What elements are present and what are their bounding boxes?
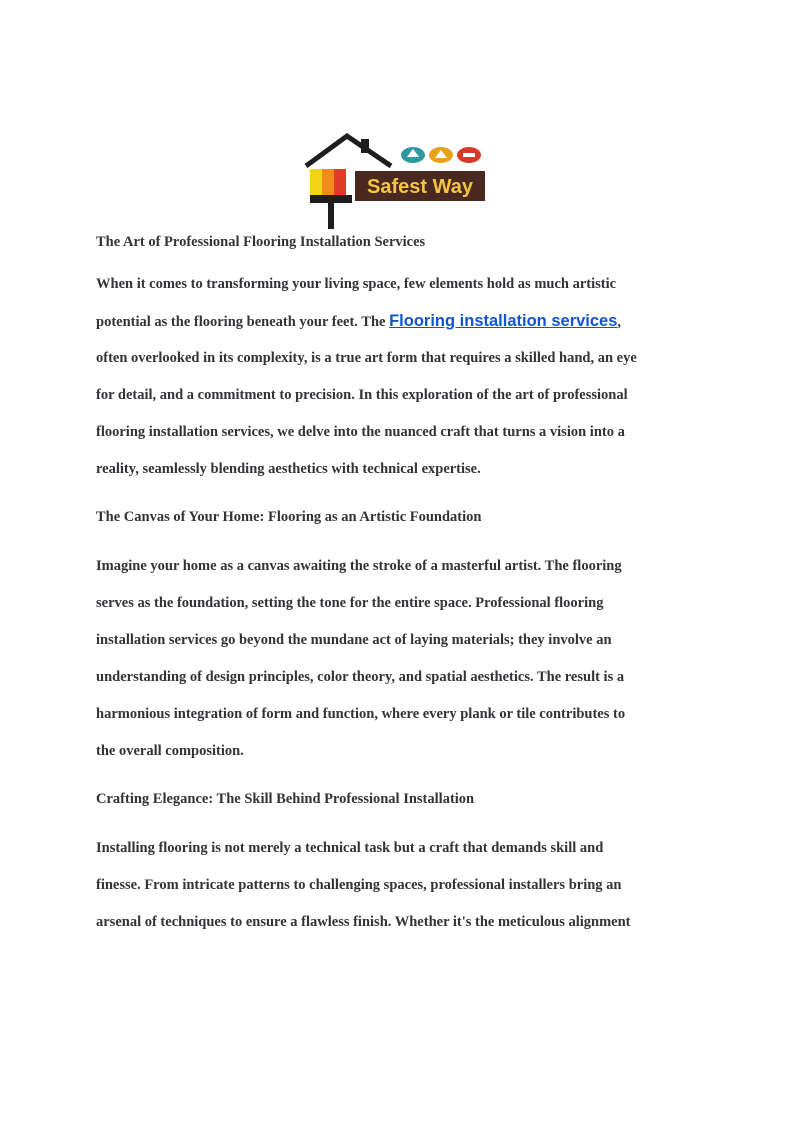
intro-paragraph <box>96 266 706 488</box>
document-body <box>96 232 706 941</box>
flooring-services-link[interactable]: Flooring installation services <box>389 312 618 330</box>
section1-paragraph <box>96 548 706 770</box>
section2-heading: Crafting Elegance: The Skill Behind Professional Installation <box>96 791 475 807</box>
intro-line-4: for detail, and a commitment to precision. In this exploration of the art of professional <box>96 387 628 403</box>
section1-heading: The Canvas of Your Home: Flooring as an Artistic Foundation <box>96 509 482 525</box>
section1-line: installation services go beyond the mundane act of laying materials; they involve an <box>96 632 612 648</box>
section2-line: Installing flooring is not merely a technical task but a craft that demands skill and <box>96 840 604 856</box>
intro-line-2-comma: , <box>617 314 622 330</box>
intro-line-5: flooring installation services, we delve into the nuanced craft that turns a vision into a <box>96 424 625 440</box>
section1-line: Imagine your home as a canvas awaiting the stroke of a masterful artist. The flooring <box>96 558 622 574</box>
safest-way-logo <box>303 133 487 231</box>
section2-paragraph <box>96 830 706 941</box>
document-title: The Art of Professional Flooring Installation Services <box>96 234 426 250</box>
intro-line-1: When it comes to transforming your living space, few elements hold as much artistic <box>96 276 617 292</box>
section1-line: the overall composition. <box>96 743 244 759</box>
intro-line-2-text: potential as the flooring beneath your feet. The <box>96 314 390 330</box>
section2-line: arsenal of techniques to ensure a flawless finish. Whether it's the meticulous alignment <box>96 914 631 930</box>
section2-line: finesse. From intricate patterns to challenging spaces, professional installers bring an <box>96 877 622 893</box>
logo-brand-text: Safest Way <box>367 176 473 198</box>
intro-line-2 <box>96 303 706 340</box>
section1-line: understanding of design principles, color theory, and spatial aesthetics. The result is a <box>96 669 625 685</box>
intro-line-3: often overlooked in its complexity, is a true art form that requires a skilled hand, an eye <box>96 350 637 366</box>
intro-line-6: reality, seamlessly blending aesthetics with technical expertise. <box>96 461 481 477</box>
section1-line: harmonious integration of form and function, where every plank or tile contributes to <box>96 706 626 722</box>
section1-line: serves as the foundation, setting the tone for the entire space. Professional flooring <box>96 595 604 611</box>
